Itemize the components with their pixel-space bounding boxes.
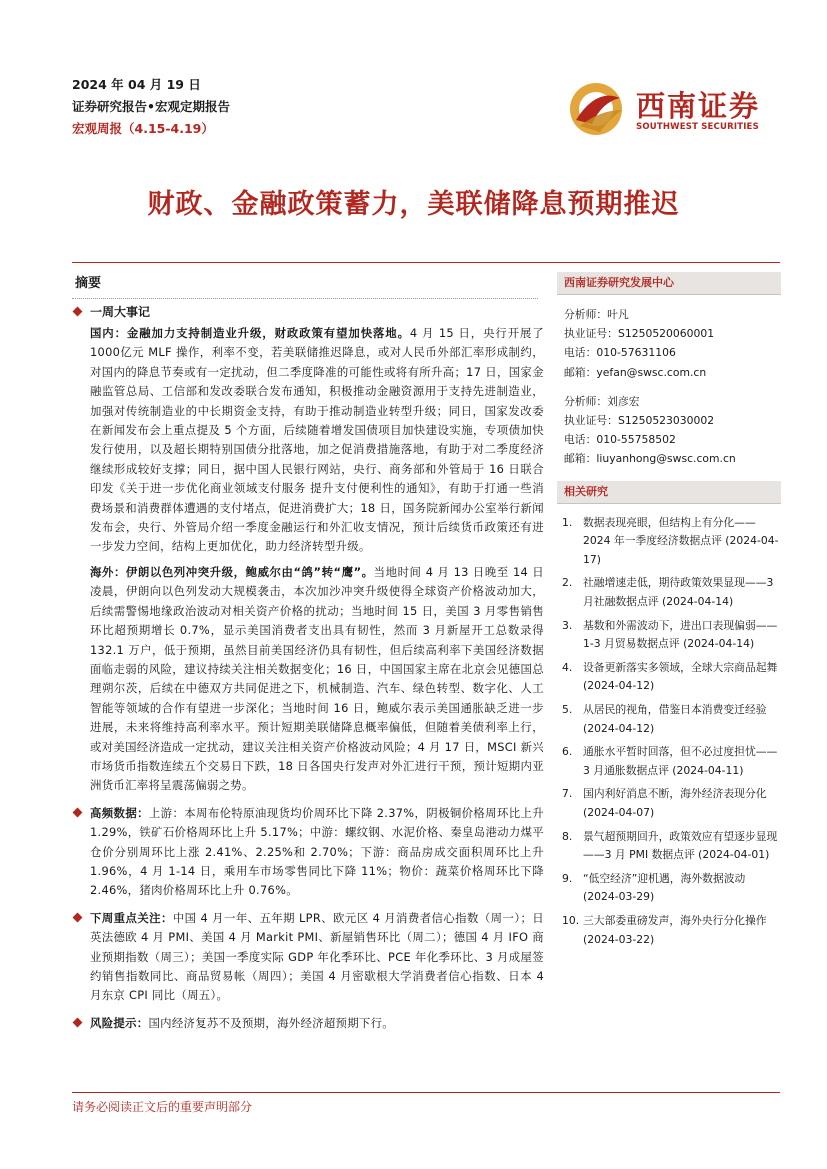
analyst-phone: 电话：010-55758502 — [564, 433, 676, 447]
analyst-block — [557, 392, 781, 469]
paragraph-next-week — [90, 909, 544, 1006]
related-research-item[interactable] — [557, 785, 781, 822]
analyst-name: 分析师：叶凡 — [564, 308, 629, 321]
related-research-item[interactable] — [557, 870, 781, 907]
item-title: 从居民的视角，借鉴日本消费变迁经验 (2024-04-12) — [583, 702, 767, 735]
analyst-license: 执业证号：S1250520060001 — [564, 327, 715, 341]
paragraph-lead: 海外：伊朗以色列冲突升级，鲍威尔由“鸽”转“鹰”。 — [90, 564, 374, 579]
item-title: “低空经济”迎机遇，海外数据波动 (2024-03-29) — [583, 871, 746, 904]
item-number: 1. — [562, 515, 573, 529]
item-number: 4. — [562, 660, 573, 674]
analyst-name: 分析师：刘彦宏 — [564, 394, 640, 408]
diamond-bullet-icon — [73, 1017, 83, 1027]
item-title: 国内利好消息不断，海外经济表现分化 (2024-04-07) — [583, 787, 767, 819]
analyst-email[interactable]: 邮箱：yefan@swsc.com.cn — [564, 365, 707, 379]
footer-disclaimer: 请务必阅读正文后的重要声明部分 — [72, 1100, 253, 1114]
section-title: 一周大事记 — [90, 305, 151, 319]
related-research-item[interactable] — [557, 701, 781, 738]
item-title: 社融增速走低，期待政策效果显现——3 月社融数据点评 (2024-04-14) — [583, 576, 774, 608]
paragraph-domestic — [90, 324, 544, 557]
diamond-bullet-icon — [73, 307, 83, 317]
logo-emblem-icon — [566, 80, 628, 136]
report-header — [72, 74, 230, 140]
item-title: 数据表现亮眼，但结构上有分化——2024 年一季度经济数据点评 (2024-04-17) — [583, 515, 779, 566]
item-title: 通胀水平暂时回落，但不必过度担忧——3 月通胀数据点评 (2024-04-11) — [583, 745, 778, 777]
item-number: 9. — [562, 871, 573, 885]
summary-body — [72, 296, 544, 1038]
research-center-bar: 西南证券研究发展中心 — [557, 272, 781, 295]
paragraph-overseas — [90, 563, 544, 796]
footer-divider — [72, 1092, 780, 1093]
item-number: 2. — [562, 576, 573, 590]
related-research-bar: 相关研究 — [557, 481, 781, 504]
diamond-bullet-icon — [73, 807, 83, 817]
related-research-item[interactable] — [557, 912, 781, 949]
section-risk — [72, 1014, 544, 1033]
item-number: 3. — [562, 618, 573, 632]
analyst-license: 执业证号：S1250523030002 — [564, 414, 715, 428]
item-title: 设备更新落实多领域，全球大宗商品起舞 (2024-04-12) — [583, 660, 778, 693]
report-series: 宏观周报（4.15-4.19） — [72, 121, 214, 136]
paragraph-lead: 国内：金融加力支持制造业升级，财政政策有望加快落地。 — [90, 326, 410, 340]
diamond-bullet-icon — [73, 912, 83, 922]
paragraph-text: 上游：本周布伦特原油现货均价周环比下降 2.37%，阴极铜价格周环比上升 1.29%，铁矿石价格周环比上升 5.17%；中游：螺纹钢、水泥价格、秦皇岛港动力煤平仓价分别周环比上涨 2.41%、2.25%和 2.70%；下游：商品房成交面积周环比上升 1.96%，4 月 1-14 日，乘用车市场零售同比下降 11%；物价：蔬菜价格周环比下降 2.46%，猪肉价格周环比上升 0.76%。 — [90, 805, 544, 898]
analyst-email[interactable]: 邮箱：liuyanhong@swsc.com.cn — [564, 452, 736, 466]
paragraph-text: 4 月 15 日，央行开展了 1000亿元 MLF 操作，利率不变，若美联储推迟降息，或对人民币外部汇率形成制约，对国内的降息节奏或有一定扰动，但二季度降准的可能性或将有所升高；17 日，国家金融监管总局、工信部和发改委联合发布通知，积极推动金融资源用于支持先进制造业，加强对传统制造业的中长期资金支持，有助于推动制造业转型升级；同日，国家发改委在新闻发布会上重点提及 5 个方面，后续随着增发国债项目加快建设实施，专项债加快发行使用，以及超长期特别国债分批落地，加之促消费措施落地，有助于对二季度经济继续形成较好支撑；同日，据中国人民银行网站，央行、商务部和外管局于 16 日联合印发《关于进一步优化商业领域支付服务 提升支付便利性的通知》，有助于打通一些消费场景和消费群体遭遇的支付堵点，促进消费扩大；18 日，国务院新闻办公室举行新闻发布会，央行、外管局介绍一季度金融运行和外汇收支情况，预计后续货币政策还有进一步发力空间，结构上更加优化，助力经济转型升级。 — [90, 326, 544, 554]
section-title: 下周重点关注： — [90, 910, 173, 925]
analyst-phone: 电话：010-57631106 — [564, 346, 676, 360]
related-research-item[interactable] — [557, 743, 781, 780]
section-weekly-events — [72, 303, 544, 796]
item-title: 基数和外需波动下，进出口表现偏弱——1-3 月贸易数据点评 (2024-04-14) — [583, 618, 778, 651]
title-divider — [72, 262, 780, 263]
item-title: 景气超预期回升，政策效应有望逐步显现——3 月 PMI 数据点评 (2024-04-01) — [583, 829, 778, 862]
logo-name-en: SOUTHWEST SECURITIES — [636, 122, 759, 132]
related-research-item[interactable] — [557, 617, 781, 654]
section-title: 风险提示： — [90, 1015, 149, 1030]
section-high-frequency — [72, 804, 544, 901]
paragraph-risk — [90, 1014, 544, 1033]
report-date: 2024 年 04 月 19 日 — [72, 77, 201, 92]
paragraph-high-frequency — [90, 804, 544, 901]
item-number: 5. — [562, 702, 573, 716]
related-research-item[interactable] — [557, 514, 781, 570]
page-title: 财政、金融政策蓄力，美联储降息预期推迟 — [147, 189, 680, 220]
section-next-week — [72, 909, 544, 1006]
item-number: 8. — [562, 829, 573, 843]
item-number: 10. — [562, 913, 580, 927]
item-number: 7. — [562, 787, 573, 801]
paragraph-text: 当地时间 4 月 13 日晚至 14 日凌晨，伊朗向以色列发动大规模袭击，本次加沙冲突升级使得全球资产价格波动加大，后续需警惕地缘政治波动对相关资产价格的扰动；当地时间 15 日，美国 3 月零售销售环比超预期增长 0.7%，显示美国消费者支出具有韧性，然而 3 月新屋开工总数录得 132.1 万户，低于预期，虽然目前美国经济仍具有韧性，但后续高利率下美国经济数据面临走弱的风险，建议持续关注相关数据变化；16 日，中国国家主席在北京会见德国总理朔尔茨，后续在中德双方共同促进之下，机械制造、汽车、绿色转型、数字化、人工智能等领域的合作有望进一步深化；当地时间 16 日，鲍威尔表示美国通胀缺乏进一步进展，未来将维持高利率水平。预计短期美联储降息概率偏低，但随着美债利率上行，或对美国经济造成一定扰动，建议关注相关资产价格波动风险；4 月 17 日，MSCI 新兴市场货币指数连续五个交易日下跌，18 日各国央行发声对外汇进行干预，预计短期内亚洲货币汇率将呈震荡偏弱之势。 — [90, 564, 544, 793]
analyst-block — [557, 305, 781, 382]
item-number: 6. — [562, 745, 573, 759]
company-logo — [566, 80, 771, 136]
related-research-item[interactable] — [557, 574, 781, 611]
paragraph-text: 中国 4 月一年、五年期 LPR、欧元区 4 月消费者信心指数（周一）；日英法德欧 4 月 PMI、美国 4 月 Markit PMI、新屋销售环比（周二）；德国 4 月 IFO 商业预期指数（周三）；美国一季度实际 GDP 年化季环比、PCE 年化季环比、3 月成屋签约销售指数同比、商品贸易帐（周四）；美国 4 月密歇根大学消费者信心指数、日本 4 月东京 CPI 同比（周五）。 — [90, 910, 544, 1003]
sidebar — [557, 272, 781, 954]
item-title: 三大部委重磅发声，海外央行分化操作 (2024-03-22) — [583, 913, 767, 946]
paragraph-text: 国内经济复苏不及预期，海外经济超预期下行。 — [148, 1015, 394, 1030]
summary-heading: 摘要 — [75, 276, 102, 291]
section-title: 高频数据： — [90, 805, 149, 820]
report-type: 证券研究报告•宏观定期报告 — [72, 99, 230, 114]
related-research-list — [557, 514, 781, 949]
dotted-divider — [72, 298, 538, 299]
related-research-item[interactable] — [557, 828, 781, 865]
related-research-item[interactable] — [557, 659, 781, 696]
logo-name-cn: 西南证券 — [636, 89, 761, 123]
